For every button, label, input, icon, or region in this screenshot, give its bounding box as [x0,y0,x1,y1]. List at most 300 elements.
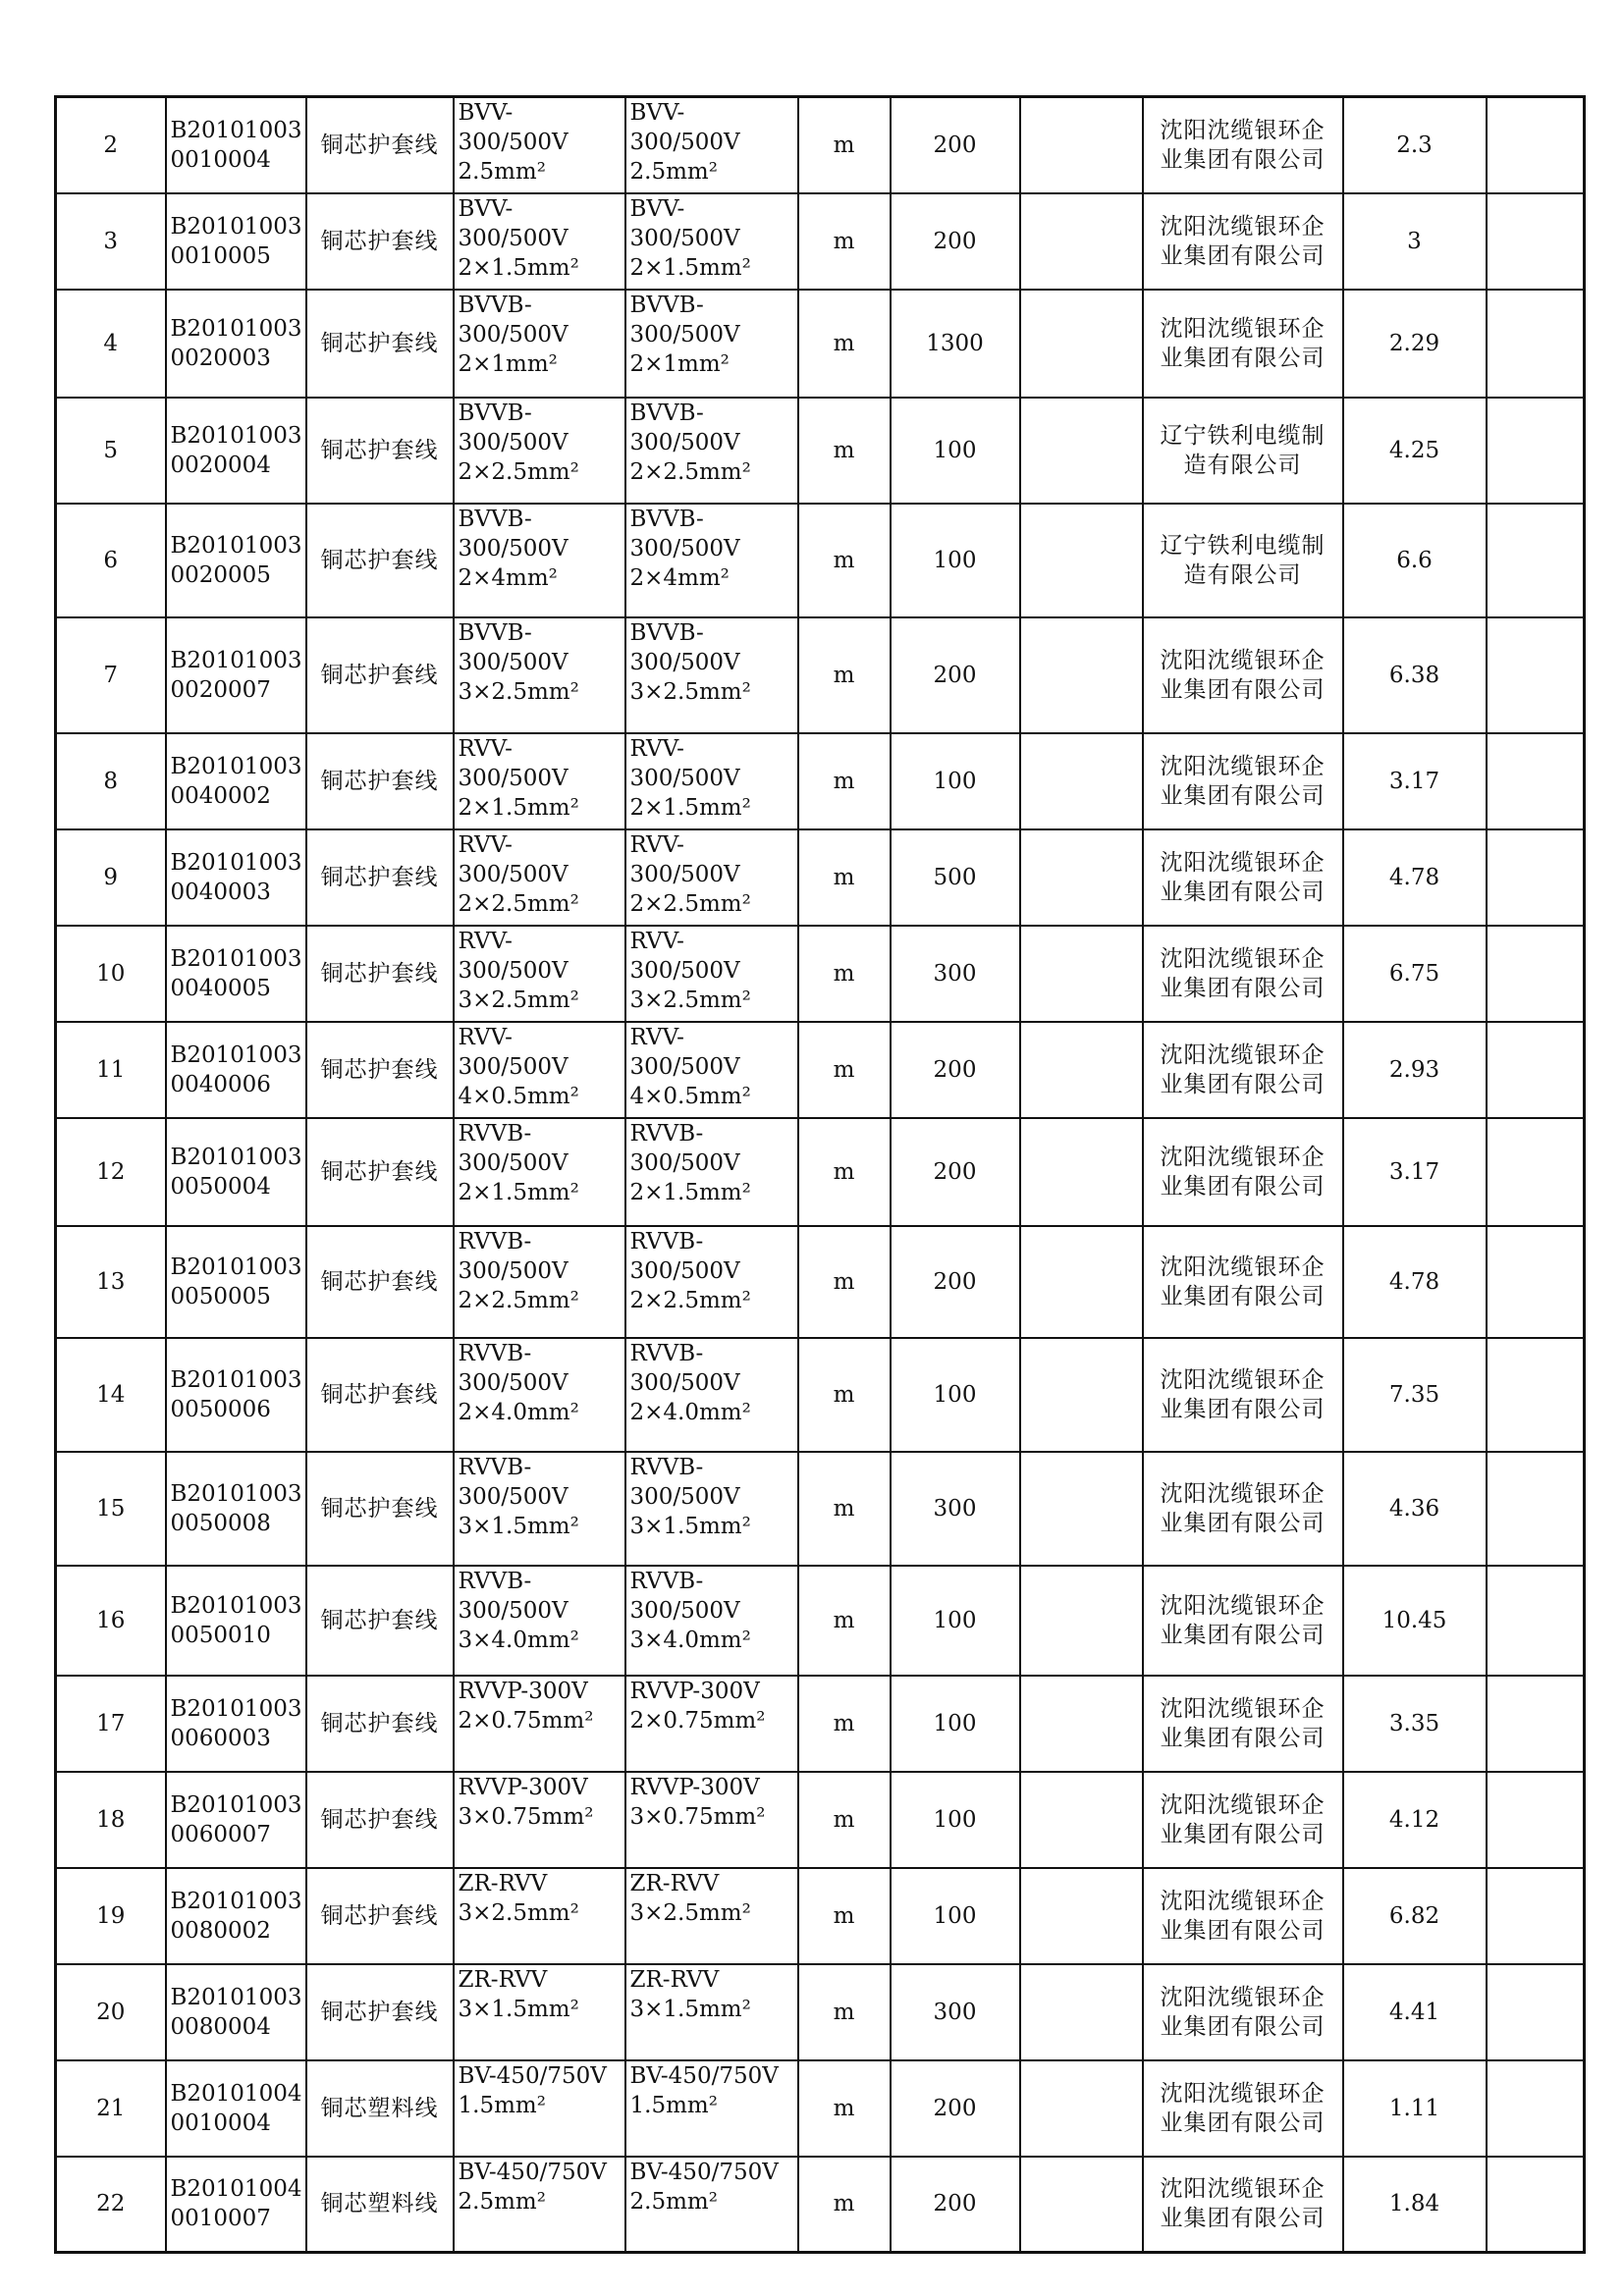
unit: m [798,1452,891,1566]
item-name: 铜芯护套线 [306,504,454,617]
blank-cell [1020,1676,1143,1772]
manufacturer-line-2: 业集团有限公司 [1160,975,1326,1001]
spec-model-line: 300/500V [458,1053,568,1080]
quantity: 300 [891,1964,1020,2060]
manufacturer [1143,1338,1343,1452]
row-number: 4 [56,290,166,398]
item-code-line-1: B20101003 [170,1592,302,1619]
manufacturer-line-1: 沈阳沈缆银环企 [1160,647,1326,673]
unit-price: 10.45 [1343,1566,1487,1676]
unit-price: 3.17 [1343,733,1487,829]
spec-model-line [459,157,621,187]
table-row [56,733,1585,829]
spec-model [454,1772,625,1868]
row-number: 17 [56,1676,166,1772]
unit-price: 4.41 [1343,1964,1487,2060]
item-name: 铜芯护套线 [306,1676,454,1772]
spec-model-line: RVVP-300V [458,1678,588,1704]
manufacturer-line-2: 造有限公司 [1183,452,1302,478]
spec-model [454,1676,625,1772]
spec-model-line [459,253,621,283]
spec-model-text: 1.5mm² [458,2092,546,2118]
manufacturer [1143,617,1343,733]
manufacturer-line-2: 业集团有限公司 [1160,1725,1326,1751]
spec-model-alt-line [630,1286,793,1315]
remark [1487,617,1585,733]
spec-model-alt-text: 3×0.75mm² [629,1803,766,1830]
unit: m [798,1118,891,1226]
quantity: 100 [891,398,1020,504]
unit: m [798,504,891,617]
spec-model-line: BVV- [458,195,514,222]
quantity: 100 [891,504,1020,617]
unit-price: 6.6 [1343,504,1487,617]
manufacturer [1143,1964,1343,2060]
item-name: 铜芯塑料线 [306,2157,454,2253]
unit-price: 4.78 [1343,1226,1487,1338]
spec-model-line [459,2187,621,2216]
spec-model-alt-line: 300/500V [629,1483,740,1510]
blank-cell [1020,1338,1143,1452]
spec-model-line: 300/500V [458,957,568,984]
spec-model-alt-line: ZR-RVV [629,1966,720,1993]
table-row [56,926,1585,1022]
spec-model-alt-line: 300/500V [629,1149,740,1176]
manufacturer [1143,1452,1343,1566]
manufacturer [1143,1676,1343,1772]
spec-model-alt [625,1118,798,1226]
remark [1487,1566,1585,1676]
manufacturer-line-2: 业集团有限公司 [1160,1622,1326,1648]
manufacturer [1143,733,1343,829]
row-number: 20 [56,1964,166,2060]
item-code [166,193,306,290]
manufacturer-line-1: 沈阳沈缆银环企 [1160,1144,1326,1170]
unit: m [798,193,891,290]
quantity: 300 [891,926,1020,1022]
table-row [56,1772,1585,1868]
manufacturer-line-2: 业集团有限公司 [1160,676,1326,703]
spec-model-line: 300/500V [458,130,568,155]
blank-cell [1020,2060,1143,2157]
spec-model-line [459,1398,621,1427]
spec-model-alt-line [630,2187,793,2216]
row-number: 5 [56,398,166,504]
spec-model-alt-line [630,677,793,707]
blank-cell [1020,193,1143,290]
spec-model-line: BVVB- [458,292,532,318]
item-name: 铜芯护套线 [306,1566,454,1676]
row-number: 14 [56,1338,166,1452]
spec-model-alt-text: 2×1.5mm² [629,1179,751,1205]
spec-model-text: 2×1mm² [458,350,558,377]
table-row [56,290,1585,398]
spec-model-alt-text: 3×2.5mm² [629,987,751,1013]
unit: m [798,2157,891,2253]
manufacturer-line-1: 辽宁铁利电缆制 [1160,422,1326,449]
spec-model-alt [625,926,798,1022]
spec-model-alt [625,97,798,193]
manufacturer-line-2: 业集团有限公司 [1160,1821,1326,1847]
manufacturer-line-1: 沈阳沈缆银环企 [1160,1888,1326,1914]
spec-model-line: BV-450/750V [458,2159,607,2185]
blank-cell [1020,1022,1143,1118]
spec-model-alt [625,1676,798,1772]
spec-model-text: 3×2.5mm² [458,678,579,705]
spec-model [454,97,625,193]
spec-model-line [459,1178,621,1207]
spec-model-alt-text: 2×1.5mm² [629,794,751,821]
spec-model-text: 2.5mm² [458,159,546,185]
spec-model-line [459,457,621,487]
spec-model-alt-line [630,1706,793,1735]
spec-model-text: 2×1.5mm² [458,794,579,821]
spec-model-text: 2×4mm² [458,564,558,591]
spec-model-line [459,677,621,707]
unit: m [798,926,891,1022]
table-row [56,97,1585,193]
spec-model-text: 2.5mm² [458,2188,546,2215]
spec-model-alt-text: 3×2.5mm² [629,1899,751,1926]
spec-model-line: ZR-RVV [458,1966,548,1993]
spec-model-alt-line: BVV- [629,100,685,126]
spec-model-alt [625,1452,798,1566]
spec-model-alt-line: RVV- [629,1024,684,1050]
item-code-line-2: 0080004 [170,2013,271,2040]
unit-price: 1.84 [1343,2157,1487,2253]
item-code-line-1: B20101003 [170,117,302,143]
item-code [166,1338,306,1452]
item-code [166,504,306,617]
spec-model-alt-line: RVV- [629,735,684,762]
spec-model-alt-line: BV-450/750V [629,2159,779,2185]
spec-model-alt-line: BVVB- [629,292,704,318]
item-code-line-1: B20101003 [170,315,302,342]
unit-price: 4.25 [1343,398,1487,504]
item-code-line-1: B20101003 [170,1984,302,2010]
spec-model-line: 300/500V [458,1369,568,1396]
manufacturer-line-1: 沈阳沈缆银环企 [1160,753,1326,779]
spec-model-line [459,1286,621,1315]
spec-model [454,2060,625,2157]
spec-model-line: RVV- [458,928,513,954]
manufacturer-line-2: 业集团有限公司 [1160,1396,1326,1422]
spec-model-alt [625,290,798,398]
unit: m [798,1338,891,1452]
item-name: 铜芯护套线 [306,1022,454,1118]
spec-model-alt-line: 300/500V [629,1257,740,1284]
manufacturer [1143,1118,1343,1226]
quantity: 100 [891,1868,1020,1964]
item-code [166,290,306,398]
spec-model-line: RVV- [458,735,513,762]
spec-model-alt-line: RVVB- [629,1568,704,1594]
quantity: 200 [891,1226,1020,1338]
spec-model-line: 300/500V [458,321,568,347]
item-code-line-1: B20101004 [170,2080,302,2107]
spec-model-line: 300/500V [458,1149,568,1176]
spec-model-alt-text: 2.5mm² [629,2188,718,2215]
manufacturer-line-1: 沈阳沈缆银环企 [1160,2080,1326,2107]
spec-model-alt-line: RVVB- [629,1340,704,1366]
spec-model-alt-line: 300/500V [629,1369,740,1396]
spec-model-alt-line: BV-450/750V [629,2062,779,2089]
spec-model-text: 2×2.5mm² [458,458,579,485]
remark [1487,733,1585,829]
table-row [56,829,1585,926]
blank-cell [1020,504,1143,617]
materials-table [54,95,1586,2254]
spec-model-alt-line: 300/500V [629,321,740,347]
item-code-line-1: B20101003 [170,849,302,876]
item-code-line-2: 0010004 [170,146,271,173]
spec-model-alt-text: 2×2.5mm² [629,458,751,485]
table-row [56,1676,1585,1772]
spec-model-alt-line [630,1802,793,1832]
blank-cell [1020,1868,1143,1964]
spec-model-alt-text: 3×4.0mm² [629,1627,751,1653]
quantity: 500 [891,829,1020,926]
manufacturer-line-2: 业集团有限公司 [1160,1917,1326,1944]
spec-model-line: 300/500V [458,765,568,791]
spec-model-line: 300/500V [458,225,568,251]
manufacturer-line-1: 沈阳沈缆银环企 [1160,2176,1326,2203]
spec-model-line [459,986,621,1015]
item-code-line-1: B20101003 [170,422,302,449]
item-code-line-2: 0040006 [170,1071,271,1097]
spec-model-line [459,1995,621,2024]
spec-model-line: BVVB- [458,506,532,532]
spec-model-alt [625,1964,798,2060]
spec-model-line [459,889,621,919]
item-code [166,1118,306,1226]
spec-model-alt-line: RVVB- [629,1454,704,1480]
spec-model-text: 3×0.75mm² [458,1803,594,1830]
item-code [166,1226,306,1338]
remark [1487,1964,1585,2060]
spec-model [454,1868,625,1964]
unit: m [798,398,891,504]
unit: m [798,1022,891,1118]
item-code-line-2: 0050005 [170,1283,271,1309]
item-code [166,1452,306,1566]
spec-model-alt-line [630,563,793,593]
manufacturer-line-1: 沈阳沈缆银环企 [1160,1366,1326,1393]
quantity: 100 [891,733,1020,829]
manufacturer-line-1: 沈阳沈缆银环企 [1160,315,1326,342]
row-number: 19 [56,1868,166,1964]
spec-model-line: 300/500V [458,1257,568,1284]
quantity: 200 [891,1118,1020,1226]
item-code-line-2: 0080002 [170,1917,271,1944]
spec-model-alt [625,733,798,829]
spec-model [454,1226,625,1338]
item-code-line-2: 0040005 [170,975,271,1001]
remark [1487,926,1585,1022]
remark [1487,829,1585,926]
unit-price: 4.78 [1343,829,1487,926]
spec-model-alt [625,617,798,733]
manufacturer-line-2: 业集团有限公司 [1160,879,1326,905]
item-code [166,1964,306,2060]
row-number: 7 [56,617,166,733]
spec-model [454,1964,625,2060]
item-code-line-2: 0020007 [170,676,271,703]
spec-model-alt-text: 2×0.75mm² [629,1707,766,1734]
item-code-line-2: 0010007 [170,2206,271,2232]
spec-model-line: BVV- [458,100,514,126]
spec-model-alt-line [630,1082,793,1111]
item-code-line-1: B20101003 [170,1480,302,1507]
item-name: 铜芯护套线 [306,97,454,193]
spec-model-line: BVVB- [458,619,532,646]
row-number: 13 [56,1226,166,1338]
blank-cell [1020,290,1143,398]
spec-model-line: RVVP-300V [458,1774,588,1800]
remark [1487,97,1585,193]
spec-model [454,926,625,1022]
unit-price: 3 [1343,193,1487,290]
spec-model-alt-line: 300/500V [629,765,740,791]
spec-model-alt-line: 300/500V [629,130,740,155]
item-code [166,398,306,504]
spec-model-alt [625,1868,798,1964]
table-row [56,1022,1585,1118]
remark [1487,1022,1585,1118]
spec-model-line: RVVB- [458,1340,532,1366]
unit: m [798,1868,891,1964]
spec-model-text: 4×0.5mm² [458,1083,579,1109]
manufacturer-line-1: 沈阳沈缆银环企 [1160,945,1326,972]
spec-model-alt-line: 300/500V [629,649,740,675]
row-number: 8 [56,733,166,829]
item-code-line-2: 0020004 [170,452,271,478]
item-name: 铜芯护套线 [306,1338,454,1452]
item-name: 铜芯护套线 [306,1226,454,1338]
unit-price: 6.38 [1343,617,1487,733]
spec-model-alt-line [630,889,793,919]
spec-model-alt-line: RVVP-300V [629,1774,760,1800]
spec-model-alt-line [630,349,793,379]
spec-model [454,1022,625,1118]
manufacturer-line-2: 业集团有限公司 [1160,2206,1326,2232]
blank-cell [1020,2157,1143,2253]
table-row [56,398,1585,504]
spec-model-alt-line [630,2091,793,2120]
manufacturer-line-1: 沈阳沈缆银环企 [1160,849,1326,876]
spec-model-line [459,563,621,593]
blank-cell [1020,829,1143,926]
item-code [166,733,306,829]
manufacturer-line-2: 业集团有限公司 [1160,146,1326,173]
remark [1487,1772,1585,1868]
manufacturer [1143,97,1343,193]
spec-model-alt-line [630,1178,793,1207]
item-code-line-2: 0040002 [170,782,271,809]
quantity: 200 [891,193,1020,290]
spec-model-alt-line: 300/500V [629,535,740,561]
spec-model-alt-line: RVV- [629,928,684,954]
spec-model-alt-text: 3×1.5mm² [629,1513,751,1539]
spec-model-line: RVV- [458,831,513,858]
item-name: 铜芯护套线 [306,290,454,398]
spec-model-line: RVV- [458,1024,513,1050]
manufacturer-line-1: 沈阳沈缆银环企 [1160,213,1326,240]
table-row [56,504,1585,617]
remark [1487,1226,1585,1338]
spec-model-line [459,1898,621,1928]
remark [1487,290,1585,398]
row-number: 11 [56,1022,166,1118]
remark [1487,1118,1585,1226]
spec-model-alt [625,504,798,617]
manufacturer [1143,1868,1343,1964]
blank-cell [1020,1118,1143,1226]
blank-cell [1020,926,1143,1022]
blank-cell [1020,1964,1143,2060]
item-code-line-1: B20101003 [170,1041,302,1068]
item-code-line-1: B20101003 [170,532,302,559]
blank-cell [1020,1226,1143,1338]
spec-model-line: 300/500V [458,861,568,887]
manufacturer-line-2: 业集团有限公司 [1160,2013,1326,2040]
table-row [56,2060,1585,2157]
unit: m [798,1772,891,1868]
spec-model-text: 2×0.75mm² [458,1707,594,1734]
manufacturer [1143,2157,1343,2253]
row-number: 15 [56,1452,166,1566]
item-code-line-1: B20101003 [170,1695,302,1722]
item-name: 铜芯护套线 [306,1868,454,1964]
spec-model-line [459,1082,621,1111]
quantity: 200 [891,2060,1020,2157]
unit-price: 2.93 [1343,1022,1487,1118]
manufacturer [1143,290,1343,398]
spec-model-alt-line [630,1995,793,2024]
remark [1487,1338,1585,1452]
unit: m [798,2060,891,2157]
spec-model-alt-line [630,1898,793,1928]
unit-price: 6.82 [1343,1868,1487,1964]
item-code-line-2: 0050004 [170,1173,271,1200]
manufacturer-line-2: 业集团有限公司 [1160,2109,1326,2136]
item-code-line-2: 0010004 [170,2109,271,2136]
spec-model-alt-text: 3×2.5mm² [629,678,751,705]
spec-model-alt-text: 1.5mm² [629,2092,718,2118]
spec-model-alt-line [630,793,793,823]
quantity: 1300 [891,290,1020,398]
spec-model-line: 300/500V [458,1483,568,1510]
item-code-line-1: B20101003 [170,1254,302,1280]
spec-model-line [459,2091,621,2120]
unit-price: 4.36 [1343,1452,1487,1566]
unit: m [798,829,891,926]
unit-price: 6.75 [1343,926,1487,1022]
spec-model-alt-line [630,1626,793,1655]
item-code-line-2: 0050006 [170,1396,271,1422]
spec-model-alt-line: RVVP-300V [629,1678,760,1704]
spec-model-line: 300/500V [458,535,568,561]
item-code-line-2: 0060007 [170,1821,271,1847]
manufacturer [1143,398,1343,504]
spec-model-line: RVVB- [458,1228,532,1255]
spec-model [454,2157,625,2253]
manufacturer-line-2: 业集团有限公司 [1160,1283,1326,1309]
spec-model-alt-line: BVVB- [629,619,704,646]
unit: m [798,1226,891,1338]
item-name: 铜芯护套线 [306,617,454,733]
manufacturer-line-1: 沈阳沈缆银环企 [1160,1791,1326,1818]
